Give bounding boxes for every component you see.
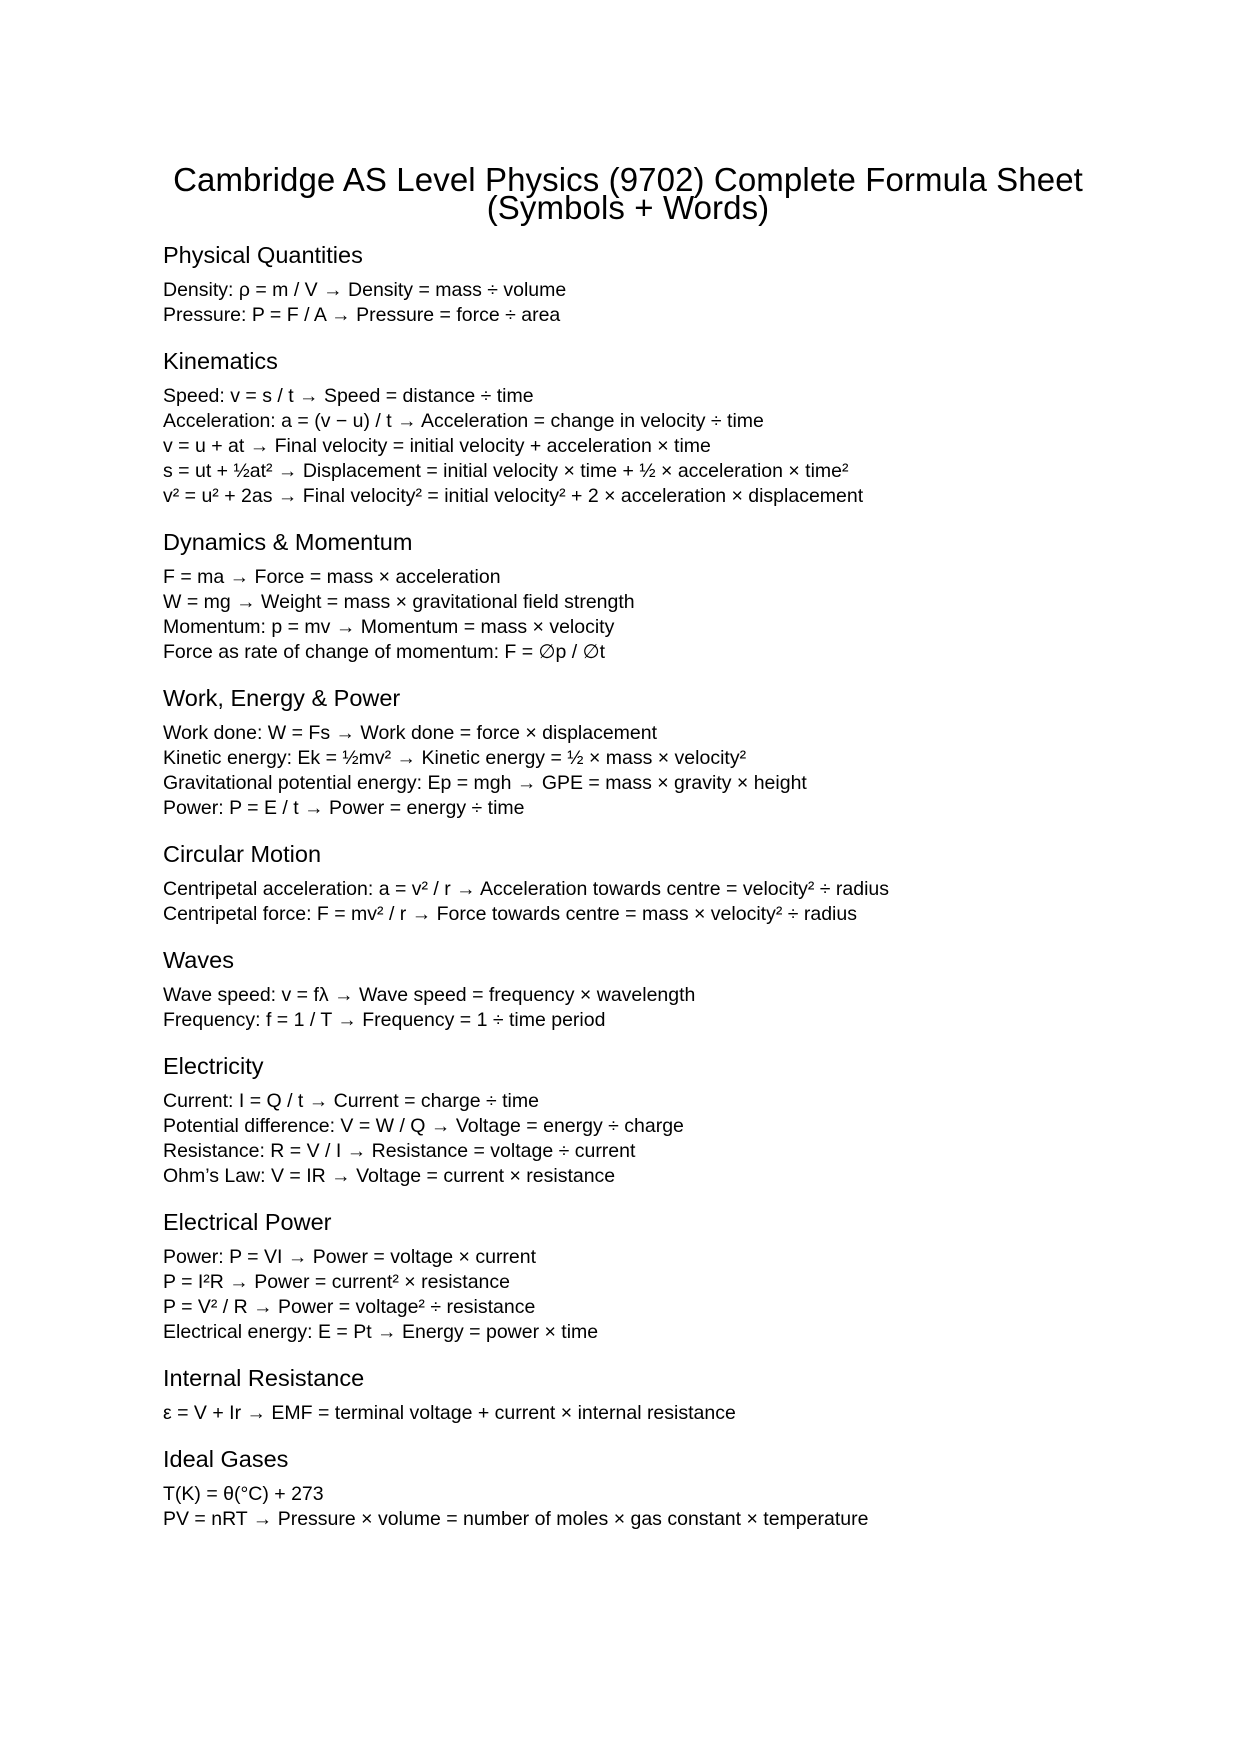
section-ideal-gases	[163, 1426, 1093, 1532]
section-heading: Circular Motion	[163, 841, 322, 867]
formula-list	[163, 278, 1093, 328]
formula-line: s = ut + ½at² → Displacement = initial velocity × time + ½ × acceleration × time²	[163, 460, 849, 482]
formula-line: Current: I = Q / t → Current = charge ÷ time	[163, 1090, 539, 1112]
section-waves	[163, 927, 1093, 1033]
formula-line: Power: P = VI → Power = voltage × current	[163, 1246, 537, 1268]
formula-sections	[163, 222, 1093, 1532]
formula-line: T(K) = θ(°C) + 273	[163, 1483, 324, 1505]
section-work-energy-power	[163, 665, 1093, 821]
section-heading: Electricity	[163, 1053, 264, 1079]
formula-list	[163, 1401, 1093, 1426]
document-title-line-1: Cambridge AS Level Physics (9702) Complete Formula Sheet	[173, 161, 1083, 198]
formula-list	[163, 983, 1093, 1033]
formula-list	[163, 721, 1093, 821]
formula-line: Resistance: R = V / I → Resistance = voltage ÷ current	[163, 1140, 636, 1162]
formula-line: PV = nRT → Pressure × volume = number of moles × gas constant × temperature	[163, 1508, 869, 1530]
section-internal-resistance	[163, 1345, 1093, 1426]
formula-list	[163, 1482, 1093, 1532]
formula-line: ε = V + Ir → EMF = terminal voltage + current × internal resistance	[163, 1402, 736, 1424]
formula-line: Ohm’s Law: V = IR → Voltage = current × resistance	[163, 1165, 616, 1187]
section-heading: Physical Quantities	[163, 242, 363, 268]
formula-list	[163, 1245, 1093, 1345]
formula-line: Momentum: p = mv → Momentum = mass × velocity	[163, 616, 615, 638]
formula-line: Centripetal force: F = mv² / r → Force towards centre = mass × velocity² ÷ radius	[163, 903, 857, 925]
formula-line: Acceleration: a = (v − u) / t → Acceleration = change in velocity ÷ time	[163, 410, 764, 432]
formula-line: Work done: W = Fs → Work done = force × displacement	[163, 722, 658, 744]
section-circular-motion	[163, 821, 1093, 927]
formula-line: Force as rate of change of momentum: F = ∅p / ∅t	[163, 641, 606, 663]
document-title	[163, 161, 1093, 226]
section-heading: Electrical Power	[163, 1209, 332, 1235]
section-heading: Kinematics	[163, 348, 278, 374]
formula-line: Gravitational potential energy: Ep = mgh → GPE = mass × gravity × height	[163, 772, 807, 794]
formula-line: P = V² / R → Power = voltage² ÷ resistance	[163, 1296, 536, 1318]
section-heading: Internal Resistance	[163, 1365, 365, 1391]
section-heading: Dynamics & Momentum	[163, 529, 413, 555]
formula-line: F = ma → Force = mass × acceleration	[163, 566, 501, 588]
formula-line: Kinetic energy: Ek = ½mv² → Kinetic energy = ½ × mass × velocity²	[163, 747, 747, 769]
formula-line: Speed: v = s / t → Speed = distance ÷ time	[163, 385, 534, 407]
section-electrical-power	[163, 1189, 1093, 1345]
section-heading: Ideal Gases	[163, 1446, 289, 1472]
formula-line: Wave speed: v = fλ → Wave speed = frequency × wavelength	[163, 984, 696, 1006]
formula-list	[163, 1089, 1093, 1189]
formula-line: v = u + at → Final velocity = initial velocity + acceleration × time	[163, 435, 711, 457]
section-electricity	[163, 1033, 1093, 1189]
formula-line: Potential difference: V = W / Q → Voltage = energy ÷ charge	[163, 1115, 684, 1137]
formula-list	[163, 565, 1093, 665]
document-title-line-2: (Symbols + Words)	[486, 189, 770, 226]
formula-list	[163, 877, 1093, 927]
section-heading: Work, Energy & Power	[163, 685, 401, 711]
formula-list	[163, 384, 1093, 509]
formula-line: Pressure: P = F / A → Pressure = force ÷ area	[163, 304, 561, 326]
formula-line: Power: P = E / t → Power = energy ÷ time	[163, 797, 525, 819]
section-physical-quantities	[163, 222, 1093, 328]
formula-line: W = mg → Weight = mass × gravitational field strength	[163, 591, 635, 613]
formula-line: Frequency: f = 1 / T → Frequency = 1 ÷ time period	[163, 1009, 606, 1031]
section-heading: Waves	[163, 947, 234, 973]
formula-line: P = I²R → Power = current² × resistance	[163, 1271, 510, 1293]
section-dynamics-momentum	[163, 509, 1093, 665]
formula-line: Centripetal acceleration: a = v² / r → Acceleration towards centre = velocity² ÷ radius	[163, 878, 890, 900]
formula-line: Electrical energy: E = Pt → Energy = power × time	[163, 1321, 599, 1343]
formula-line: v² = u² + 2as → Final velocity² = initial velocity² + 2 × acceleration × displacement	[163, 485, 864, 507]
formula-line: Density: ρ = m / V → Density = mass ÷ volume	[163, 279, 567, 301]
section-kinematics	[163, 328, 1093, 509]
formula-sheet-page	[163, 161, 1093, 1532]
